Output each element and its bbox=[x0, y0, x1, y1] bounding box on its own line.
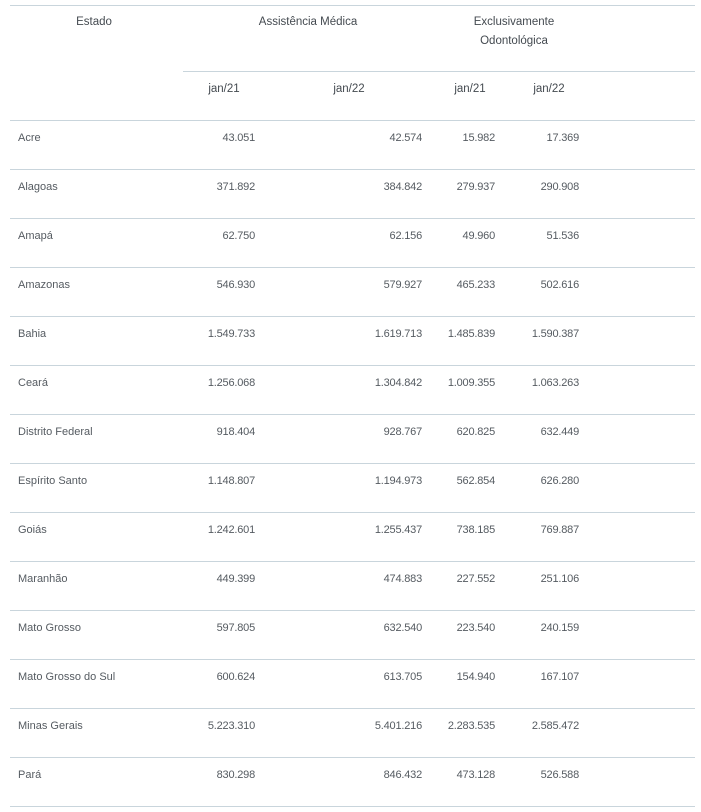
cell-medical-jan21: 1.148.807 bbox=[207, 475, 255, 487]
row-divider bbox=[10, 659, 695, 660]
cell-dental-jan22: 626.280 bbox=[540, 475, 579, 487]
row-divider bbox=[10, 169, 695, 170]
subheader-rule bbox=[183, 71, 695, 72]
cell-dental-jan22: 51.536 bbox=[546, 230, 579, 242]
cell-dental-jan21: 473.128 bbox=[456, 769, 495, 781]
cell-dental-jan22: 240.159 bbox=[540, 622, 579, 634]
cell-dental-jan21: 1.009.355 bbox=[447, 377, 495, 389]
cell-state: Alagoas bbox=[18, 181, 58, 193]
cell-dental-jan22: 1.063.263 bbox=[531, 377, 579, 389]
cell-medical-jan21: 371.892 bbox=[216, 181, 255, 193]
cell-state: Bahia bbox=[18, 328, 47, 340]
cell-dental-jan22: 769.887 bbox=[540, 524, 579, 536]
header-odonto-line1: Exclusivamente bbox=[473, 16, 555, 28]
cell-state: Acre bbox=[18, 132, 41, 144]
row-divider bbox=[10, 316, 695, 317]
row-divider bbox=[10, 463, 695, 464]
cell-medical-jan22: 1.255.437 bbox=[374, 524, 422, 536]
header-dental-jan21: jan/21 bbox=[454, 83, 486, 95]
row-divider bbox=[10, 757, 695, 758]
cell-medical-jan21: 918.404 bbox=[216, 426, 255, 438]
cell-dental-jan22: 290.908 bbox=[540, 181, 579, 193]
cell-dental-jan22: 502.616 bbox=[540, 279, 579, 291]
row-divider bbox=[10, 512, 695, 513]
cell-medical-jan21: 62.750 bbox=[222, 230, 255, 242]
top-rule bbox=[10, 5, 695, 6]
header-odonto-line2: Odontológica bbox=[480, 35, 548, 47]
cell-medical-jan21: 43.051 bbox=[222, 132, 255, 144]
cell-medical-jan22: 42.574 bbox=[389, 132, 422, 144]
header-dental-jan22: jan/22 bbox=[533, 83, 565, 95]
cell-medical-jan21: 546.930 bbox=[216, 279, 255, 291]
header-assistencia-medica: Assistência Médica bbox=[258, 16, 358, 28]
cell-dental-jan22: 2.585.472 bbox=[531, 720, 579, 732]
cell-dental-jan21: 15.982 bbox=[462, 132, 495, 144]
cell-state: Amapá bbox=[18, 230, 53, 242]
cell-state: Mato Grosso bbox=[18, 622, 81, 634]
cell-medical-jan22: 1.304.842 bbox=[374, 377, 422, 389]
cell-medical-jan21: 1.549.733 bbox=[207, 328, 255, 340]
cell-dental-jan22: 251.106 bbox=[540, 573, 579, 585]
row-divider bbox=[10, 414, 695, 415]
row-divider bbox=[10, 267, 695, 268]
row-divider bbox=[10, 218, 695, 219]
cell-dental-jan21: 2.283.535 bbox=[447, 720, 495, 732]
cell-dental-jan21: 49.960 bbox=[462, 230, 495, 242]
cell-medical-jan22: 384.842 bbox=[383, 181, 422, 193]
cell-medical-jan21: 1.242.601 bbox=[207, 524, 255, 536]
cell-dental-jan21: 620.825 bbox=[456, 426, 495, 438]
row-divider bbox=[10, 708, 695, 709]
cell-medical-jan21: 449.399 bbox=[216, 573, 255, 585]
cell-state: Ceará bbox=[18, 377, 48, 389]
row-divider bbox=[10, 365, 695, 366]
cell-medical-jan21: 5.223.310 bbox=[207, 720, 255, 732]
cell-dental-jan21: 738.185 bbox=[456, 524, 495, 536]
cell-medical-jan21: 597.805 bbox=[216, 622, 255, 634]
cell-medical-jan22: 474.883 bbox=[383, 573, 422, 585]
row-divider bbox=[10, 610, 695, 611]
header-medical-jan22: jan/22 bbox=[333, 83, 365, 95]
cell-medical-jan22: 1.619.713 bbox=[374, 328, 422, 340]
cell-dental-jan22: 167.107 bbox=[540, 671, 579, 683]
cell-dental-jan22: 526.588 bbox=[540, 769, 579, 781]
header-bottom-rule bbox=[10, 120, 695, 121]
cell-dental-jan21: 465.233 bbox=[456, 279, 495, 291]
cell-dental-jan21: 562.854 bbox=[456, 475, 495, 487]
cell-state: Espírito Santo bbox=[18, 475, 88, 487]
cell-medical-jan22: 1.194.973 bbox=[374, 475, 422, 487]
cell-state: Maranhão bbox=[18, 573, 68, 585]
cell-medical-jan21: 1.256.068 bbox=[207, 377, 255, 389]
cell-medical-jan22: 579.927 bbox=[383, 279, 422, 291]
header-medical-jan21: jan/21 bbox=[208, 83, 240, 95]
cell-medical-jan21: 830.298 bbox=[216, 769, 255, 781]
cell-dental-jan21: 227.552 bbox=[456, 573, 495, 585]
cell-medical-jan22: 5.401.216 bbox=[374, 720, 422, 732]
cell-dental-jan21: 279.937 bbox=[456, 181, 495, 193]
cell-dental-jan21: 154.940 bbox=[456, 671, 495, 683]
cell-medical-jan22: 62.156 bbox=[389, 230, 422, 242]
row-divider bbox=[10, 806, 695, 807]
cell-state: Pará bbox=[18, 769, 42, 781]
cell-state: Mato Grosso do Sul bbox=[18, 671, 116, 683]
cell-dental-jan22: 17.369 bbox=[546, 132, 579, 144]
cell-state: Distrito Federal bbox=[18, 426, 93, 438]
cell-state: Goiás bbox=[18, 524, 47, 536]
cell-medical-jan21: 600.624 bbox=[216, 671, 255, 683]
cell-medical-jan22: 632.540 bbox=[383, 622, 422, 634]
cell-dental-jan21: 1.485.839 bbox=[447, 328, 495, 340]
cell-state: Minas Gerais bbox=[18, 720, 83, 732]
cell-dental-jan21: 223.540 bbox=[456, 622, 495, 634]
cell-medical-jan22: 613.705 bbox=[383, 671, 422, 683]
cell-medical-jan22: 846.432 bbox=[383, 769, 422, 781]
cell-dental-jan22: 632.449 bbox=[540, 426, 579, 438]
row-divider bbox=[10, 561, 695, 562]
cell-medical-jan22: 928.767 bbox=[383, 426, 422, 438]
cell-dental-jan22: 1.590.387 bbox=[531, 328, 579, 340]
cell-state: Amazonas bbox=[18, 279, 70, 291]
header-estado: Estado bbox=[76, 16, 112, 28]
